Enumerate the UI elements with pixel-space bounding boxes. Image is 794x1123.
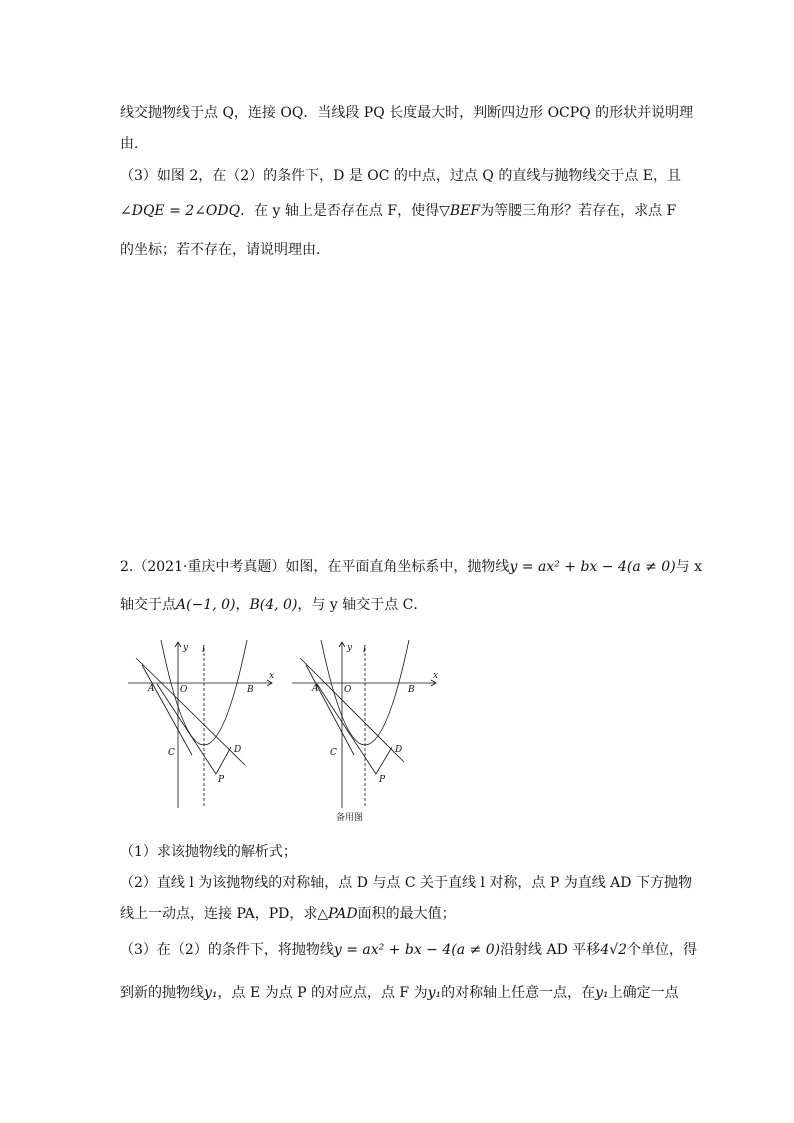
- math-expression: y₁: [427, 985, 442, 1001]
- text-fragment: 2.（2021·重庆中考真题）如图，在平面直角坐标系中，抛物线: [120, 559, 510, 575]
- text-line: [120, 201, 676, 221]
- math-expression: y₁: [204, 985, 218, 1001]
- math-expression: B(4, 0): [249, 597, 298, 613]
- figure-caption: 备用图: [336, 813, 364, 823]
- parabola-figure-1: [128, 640, 278, 810]
- question-2-line-2: [120, 904, 456, 924]
- math-expression: ∠DQE = 2∠ODQ: [120, 203, 241, 219]
- text-line: 线交抛物线于点 Q，连接 OQ．当线段 PQ 长度最大时，判断四边形 OCPQ 的形状并说明理: [120, 105, 694, 121]
- text-fragment: ．在 y 轴上是否存在点 F，使得: [240, 203, 440, 219]
- y-axis-label: y: [183, 643, 189, 653]
- line-ad: [300, 658, 404, 762]
- segment-pd: [376, 747, 392, 774]
- y-axis-label: y: [347, 643, 353, 653]
- point-b-label: B: [408, 685, 415, 695]
- question-1: （1）求该抛物线的解析式；: [120, 844, 297, 860]
- line-l-label: l: [363, 645, 366, 655]
- segment-pd: [216, 747, 231, 774]
- parabola-figure-2: [292, 640, 442, 825]
- text-fragment: 线上一动点，连接 PA，PD，求: [120, 906, 318, 922]
- point-o-label: O: [344, 685, 352, 695]
- text-fragment: 的对称轴上任意一点，在: [441, 985, 596, 1001]
- text-fragment: 面积的最大值；: [357, 906, 456, 922]
- segment-pa: [317, 684, 376, 774]
- text-fragment: 上确定一点: [608, 985, 679, 1001]
- text-fragment: ，点 E 为点 P 的对应点，点 F 为: [217, 985, 428, 1001]
- point-a-label: A: [312, 684, 319, 694]
- point-d-label: D: [234, 745, 242, 755]
- line-ac: [142, 665, 192, 755]
- math-expression: y = ax² + bx − 4(a ≠ 0): [509, 559, 676, 575]
- text-line: [120, 595, 427, 615]
- point-o-label: O: [180, 685, 188, 695]
- text-fragment: 沿射线 AD 平移: [500, 942, 601, 958]
- math-expression: 4√2: [600, 942, 628, 958]
- math-expression: y₁: [595, 985, 609, 1001]
- problem-intro: [120, 557, 702, 577]
- point-p-label: P: [379, 775, 386, 785]
- question-3-line-1: [120, 940, 697, 960]
- question-2-line-1: （2）直线 l 为该抛物线的对称轴，点 D 与点 C 关于直线 l 对称，点 P 为直线 AD 下方抛物: [120, 875, 692, 891]
- point-c-label: C: [330, 748, 337, 758]
- text-line: 由．: [120, 136, 148, 152]
- question-3-line-2: [120, 983, 679, 1003]
- text-fragment: 为等腰三角形？若存在，求点 F: [480, 203, 677, 219]
- text-fragment: （3）在（2）的条件下，将抛物线: [120, 942, 334, 958]
- text-fragment: 与 x: [675, 559, 703, 575]
- point-b-label: B: [247, 685, 254, 695]
- text-fragment: ，: [235, 597, 250, 613]
- point-d-label: D: [395, 745, 403, 755]
- math-expression: △PAD: [317, 906, 358, 922]
- x-axis-label: x: [433, 671, 439, 681]
- text-fragment: ，与 y 轴交于点 C．: [297, 597, 428, 613]
- text-line: （3）如图 2，在（2）的条件下，D 是 OC 的中点，过点 Q 的直线与抛物线交于点 E，且: [120, 168, 681, 184]
- text-fragment: 个单位，得: [627, 942, 698, 958]
- point-p-label: P: [218, 775, 225, 785]
- line-l-label: l: [202, 645, 205, 655]
- point-c-label: C: [168, 748, 175, 758]
- text-fragment: 轴交于点: [120, 597, 176, 613]
- point-a-label: A: [148, 684, 155, 694]
- segment-pa: [157, 684, 216, 774]
- text-fragment: 到新的抛物线: [120, 985, 204, 1001]
- math-expression: A(−1, 0): [176, 597, 236, 613]
- x-axis-label: x: [269, 671, 275, 681]
- text-line: 的坐标；若不存在，请说明理由．: [120, 242, 330, 258]
- math-expression: ▽BEF: [439, 203, 481, 219]
- math-expression: y = ax² + bx − 4(a ≠ 0): [333, 942, 501, 958]
